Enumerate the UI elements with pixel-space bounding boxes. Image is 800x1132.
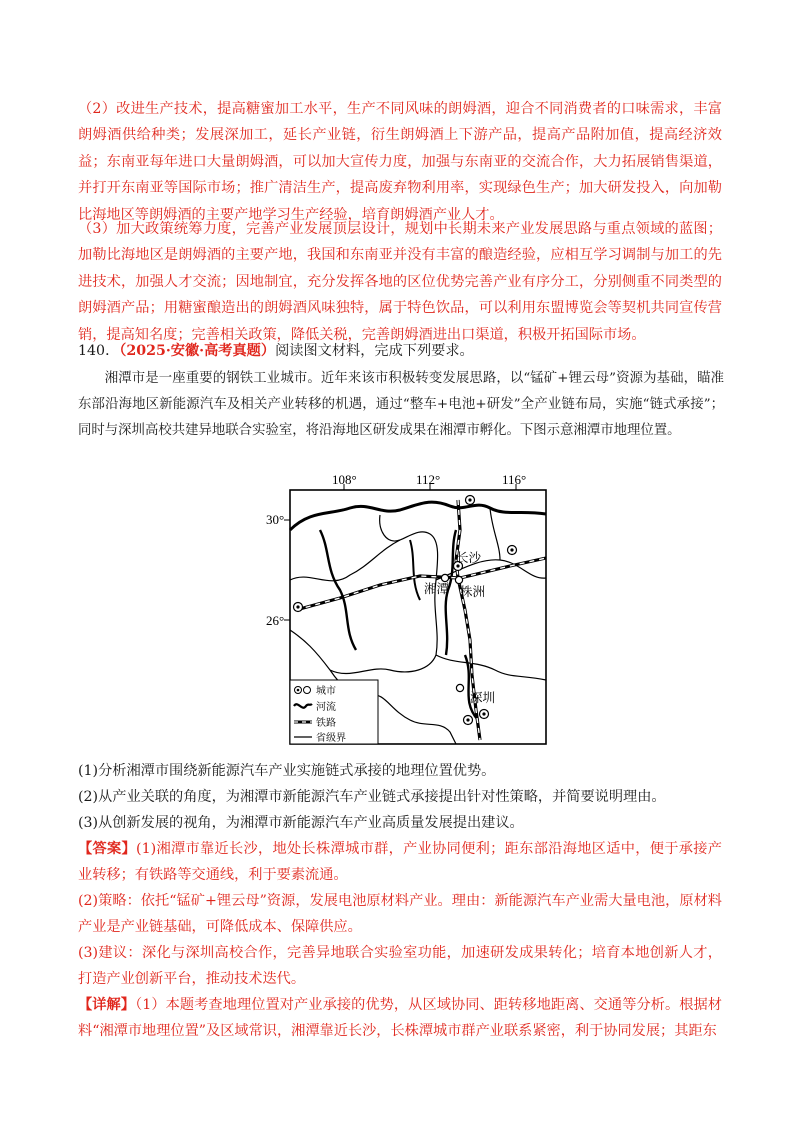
question-source: （2025·安徽·高考真题） (119, 343, 276, 359)
legend-railway: 铁路 (316, 718, 336, 729)
city-label-xiangtan: 湘潭 (424, 582, 450, 596)
sub-question-2: (2)从产业关联的角度，为湘潭市新能源汽车产业链式承接提出针对性策略，并简要说明理由。 (78, 789, 666, 805)
map-legend (290, 680, 378, 744)
question-prompt: 阅读图文材料，完成下列要求。 (275, 343, 474, 359)
sub-question-1: (1)分析湘潭市围绕新能源汽车产业实施链式承接的地理位置优势。 (78, 763, 496, 779)
lat-label-26: 26° (266, 613, 285, 628)
detail-paragraph (78, 992, 722, 1045)
legend-river: 河流 (316, 702, 336, 713)
xiangtan-location-map (260, 470, 560, 750)
city-label-shenzhen: 深圳 (470, 691, 496, 705)
city-label-zhuzhou: 株洲 (460, 585, 486, 599)
question-number: 140． (78, 343, 120, 359)
answer-1-text: (1)湘潭市靠近长沙，地处长株潭城市群，产业协同便利；距东部沿海地区适中，便于承接产业转移；有铁路等交通线，利于要素流通。 (78, 841, 722, 884)
lon-label-112: 112° (416, 472, 441, 487)
legend-city: 城市 (316, 686, 336, 697)
question-material: 湘潭市是一座重要的钢铁工业城市。近年来该市积极转变发展思路，以“锰矿+锂云母”资源为基础，瞄准东部沿海地区新能源汽车及相关产业转移的机遇，通过“整车+电池+研发”全产业链布局，实施“链式承接”；同时与深圳高校共建异地联合实验室，将沿海地区研发成果在湘潭市孵化。下图示意湘潭市地理位置。 (78, 371, 724, 438)
city-label-changsha: 长沙 (456, 551, 482, 565)
detail-text: （1）本题考查地理位置对产业承接的优势，从区域协同、距转移地距离、交通等分析。根据材料“湘潭市地理位置”及区域常识，湘潭靠近长沙，长株潭城市群产业联系紧密，利于协同发展；其距东 (78, 997, 722, 1040)
legend-boundary: 省级界 (316, 733, 346, 744)
lon-label-108: 108° (332, 472, 357, 487)
lat-label-30: 30° (266, 512, 285, 527)
sub-question-3: (3)从创新发展的视角，为湘潭市新能源汽车产业高质量发展提出建议。 (78, 815, 524, 831)
answer-1 (78, 836, 722, 889)
detail-tag: 【详解】 (78, 997, 136, 1013)
answer-tag: 【答案】 (78, 841, 137, 857)
question-header (78, 340, 728, 362)
lon-label-116: 116° (502, 472, 527, 487)
answer-3: (3)建议：深化与深圳高校合作，完善异地联合实验室功能，加速研发成果转化；培育本地创新人才，打造产业创新平台，推动技术迭代。 (78, 945, 722, 988)
answer-part-2: （2）改进生产技术，提高糖蜜加工水平，生产不同风味的朗姆酒，迎合不同消费者的口味需求，丰富朗姆酒供给种类；发展深加工，延长产业链，衍生朗姆酒上下游产品，提高产品附加值，提高经济效益；东南亚每年进口大量朗姆酒，可以加大宣传力度，加强与东南亚的交流合作，大力拓展销售渠道，并打开东南亚等国际市场；推广清洁生产，提高废弃物利用率，实现绿色生产；加大研发投入，向加勒比海地区等朗姆酒的主要产地学习生产经验，培育朗姆酒产业人才。 (78, 101, 722, 223)
answer-2: (2)策略：依托“锰矿+锂云母”资源，发展电池原材料产业。理由：新能源汽车产业需大量电池，原材料产业是产业链基础，可降低成本、保障供应。 (78, 893, 722, 936)
answer-part-3: （3）加大政策统筹力度，完善产业发展顶层设计，规划中长期未来产业发展思路与重点领域的蓝图；加勒比海地区是朗姆酒的主要产地，我国和东南亚并没有丰富的酿造经验，应相互学习调制与加工的先进技术，加强人才交流；因地制宜，充分发挥各地的区位优势完善产业有序分工，分别侧重不同类型的朗姆酒产品；用糖蜜酿造出的朗姆酒风味独特，属于特色饮品，可以利用东盟博览会等契机共同宣传营销，提高知名度；完善相关政策，降低关税，完善朗姆酒进出口渠道，积极开拓国际市场。 (78, 221, 722, 343)
